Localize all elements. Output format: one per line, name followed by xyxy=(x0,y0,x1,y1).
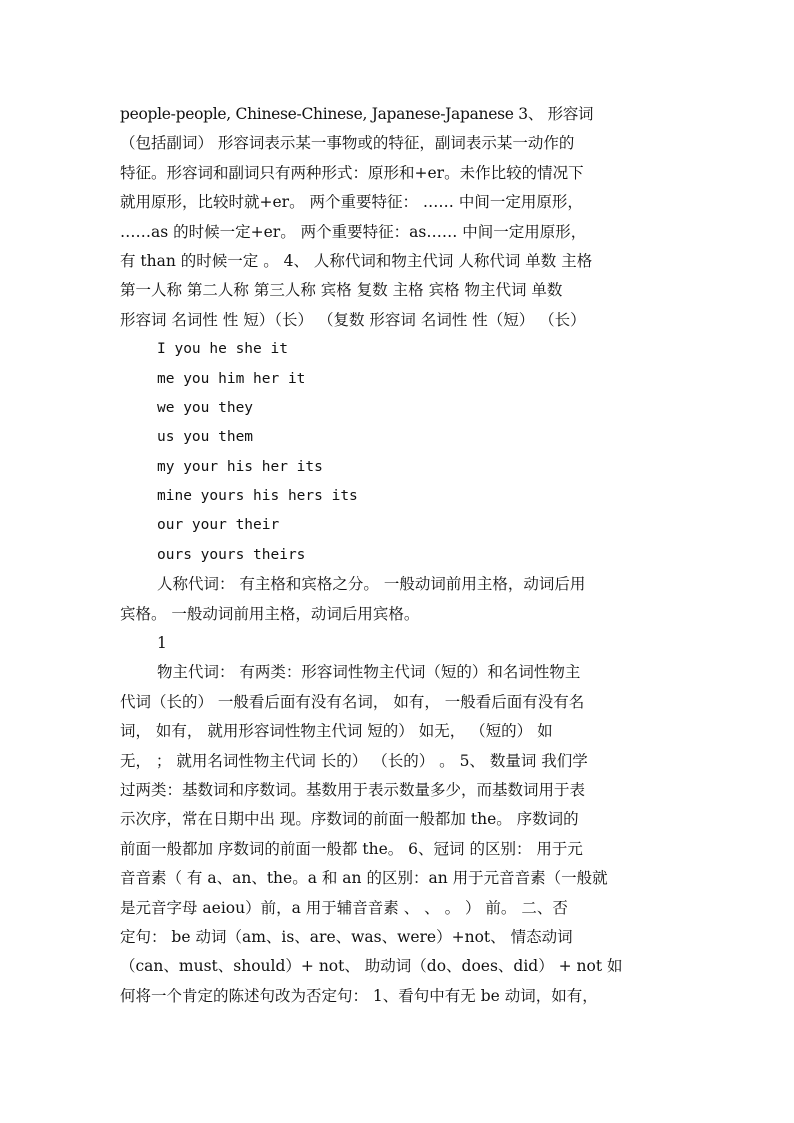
text-line: 何将一个肯定的陈述句改为否定句： 1、看句中有无 be 动词，如有， xyxy=(120,986,598,1005)
text-line: ……as 的时候一定+er。 两个重要特征：as…… 中间一定用原形， xyxy=(120,222,587,241)
text-line: 词， 如有， 就用形容词性物主代词 短的） 如无， （短的） 如 xyxy=(120,722,553,741)
text-line: 无， ； 就用名词性物主代词 长的） （长的） 。 5、 数量词 我们学 xyxy=(120,751,588,770)
document-body xyxy=(120,100,685,1011)
text-line: 就用原形，比较时就+er。 两个重要特征： …… 中间一定用原形， xyxy=(120,193,583,212)
pronoun-row: I you he she it xyxy=(157,341,288,358)
pronoun-row: mine yours his hers its xyxy=(157,488,358,505)
text-line: 人称代词： 有主格和宾格之分。 一般动词前用主格，动词后用 xyxy=(157,575,586,594)
text-line: 第一人称 第二人称 第三人称 宾格 复数 主格 宾格 物主代词 单数 xyxy=(120,281,563,300)
text-line: 前面一般都加 序数词的前面一般都 the。 6、冠词 的区别： 用于元 xyxy=(120,839,583,858)
text-line: 物主代词： 有两类：形容词性物主代词（短的）和名词性物主 xyxy=(157,663,581,682)
text-line: 示次序，常在日期中出 现。序数词的前面一般都加 the。 序数词的 xyxy=(120,810,579,829)
text-line: 定句： be 动词（am、is、are、was、were）+not、 情态动词 xyxy=(120,927,573,946)
pronoun-row: us you them xyxy=(157,429,254,446)
text-line: 形容词 名词性 性 短）（长） （复数 形容词 名词性 性（短） （长） xyxy=(120,310,586,329)
pronoun-row: me you him her it xyxy=(157,370,306,387)
text-line: 有 than 的时候一定 。 4、 人称代词和物主代词 人称代词 单数 主格 xyxy=(120,251,593,270)
text-line: people-people, Chinese-Chinese, Japanese-Japanese 3、 形容词 xyxy=(120,105,594,123)
pronoun-row: our your their xyxy=(157,517,280,534)
text-line: 是元音字母 aeiou）前，a 用于辅音音素 、 、 。 ） 前。 二、否 xyxy=(120,898,568,917)
text-line: 宾格。 一般动词前用主格，动词后用宾格。 xyxy=(120,604,420,623)
text-line: 代词（长的） 一般看后面有没有名词， 如有， 一般看后面有没有名 xyxy=(120,692,585,711)
pronoun-row: my your his her its xyxy=(157,458,323,475)
text-line: （can、must、should）+ not、 助动词（do、does、did） + not 如 xyxy=(120,957,623,976)
text-line: 过两类：基数词和序数词。基数用于表示数量多少，而基数词用于表 xyxy=(120,780,586,799)
text-line: 特征。形容词和副词只有两种形式：原形和+er。未作比较的情况下 xyxy=(120,163,584,182)
text-line: 音音素（ 有 a、an、the。a 和 an 的区别：an 用于元音音素（一般就 xyxy=(120,869,608,888)
pronoun-row: ours yours theirs xyxy=(157,546,306,563)
page-number: 1 xyxy=(157,634,167,653)
text-line: （包括副词） 形容词表示某一事物或的特征，副词表示某一动作的 xyxy=(120,134,575,153)
pronoun-row: we you they xyxy=(157,399,254,416)
